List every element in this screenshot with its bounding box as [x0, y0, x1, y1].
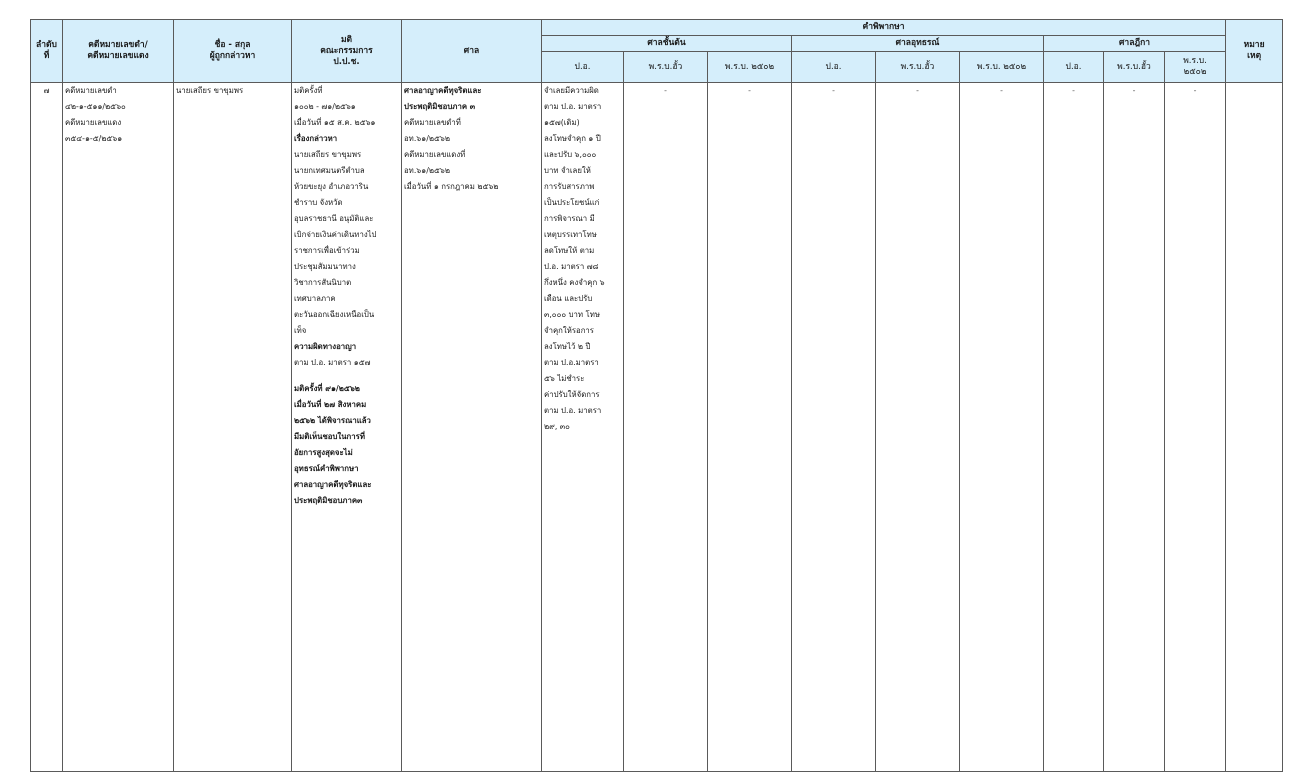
header-supreme-po: ป.อ. — [1044, 52, 1104, 83]
cell-court: ศาลอาญาคดีทุจริตและ ประพฤติมิชอบภาค ๓ คดีหมายเลขดำที่ อท.๖๑/๒๕๖๒ คดีหมายเลขแดงที่ อท.๖๑/๒๕๖๒ เมื่อวันที่ ๑ กรกฎาคม ๒๕๖๒ — [402, 83, 542, 772]
header-first-2502: พ.ร.บ. ๒๕๐๒ — [708, 52, 792, 83]
header-appeal-act: พ.ร.บ.ฮั้ว — [876, 52, 960, 83]
cell-first-act: - — [624, 83, 708, 772]
header-judgment: คำพิพากษา — [542, 20, 1226, 36]
cell-first-po: จำเลยมีความผิด ตาม ป.อ. มาตรา ๑๕๗(เดิม) ลงโทษจำคุก ๑ ปี และปรับ ๖,๐๐๐ บาท จำเลยให้ การรับสารภาพ เป็นประโยชน์แก่ การพิจารณา มี เหตุบรรเทาโทษ ลดโทษให้ ตาม ป.อ. มาตรา ๗๘ กึ่งหนึ่ง คงจำคุก ๖ เดือน และปรับ ๓,๐๐๐ บาท โทษ จำคุกให้รอการ ลงโทษไว้ ๒ ปี ตาม ป.อ.มาตรา ๕๖ ไม่ชำระ ค่าปรับให้จัดการ ตาม ป.อ. มาตรา ๒๙, ๓๐ — [542, 83, 624, 772]
cell-supreme-act: - — [1104, 83, 1165, 772]
header-no: ลำดับ ที่ — [31, 20, 63, 83]
cell-first-2502: - — [708, 83, 792, 772]
header-supreme-act: พ.ร.บ.ฮั้ว — [1104, 52, 1165, 83]
header-name: ชื่อ - สกุล ผู้ถูกกล่าวหา — [174, 20, 292, 83]
cell-case-no: คดีหมายเลขดำ ๔๒-๑-๕๑๑/๒๕๖๐ คดีหมายเลขแดง ๓๕๔-๑-๕/๒๕๖๑ — [63, 83, 174, 772]
table-row — [31, 83, 1283, 772]
cell-remarks — [1226, 83, 1283, 772]
header-court-supreme: ศาลฎีกา — [1044, 36, 1226, 52]
header-appeal-2502: พ.ร.บ. ๒๕๐๒ — [960, 52, 1044, 83]
cell-no: ๗ — [31, 83, 63, 772]
header-case-no: คดีหมายเลขดำ/ คดีหมายเลขแดง — [63, 20, 174, 83]
document-page — [30, 19, 1283, 772]
cell-appeal-2502: - — [960, 83, 1044, 772]
header-supreme-2502: พ.ร.บ. ๒๕๐๒ — [1165, 52, 1226, 83]
header-court-first: ศาลชั้นต้น — [542, 36, 792, 52]
header-court: ศาล — [402, 20, 542, 83]
cell-resolution: มติครั้งที่ ๑๐๐๒ - ๗๑/๒๕๖๑ เมื่อวันที่ ๑๕ ส.ค. ๒๕๖๑ เรื่องกล่าวหา นายเสถียร ขาขุมพร นายกเทศมนตรีตำบล ห้วยขะยุง อำเภอวาริน ชำราบ จังหวัด อุบลราชธานี อนุมัติและ เบิกจ่ายเงินค่าเดินทางไป ราชการเพื่อเข้าร่วม ประชุมสัมมนาทาง วิชาการสันนิบาต เทศบาลภาค ตะวันออกเฉียงเหนือเป็น เท็จ ความผิดทางอาญา ตาม ป.อ. มาตรา ๑๕๗ มติครั้งที่ ๙๑/๒๕๖๒ เมื่อวันที่ ๒๗ สิงหาคม ๒๕๖๒ ได้พิจารณาแล้ว มีมติเห็นชอบในการที่ อัยการสูงสุดจะไม่ อุทธรณ์คำพิพากษา ศาลอาญาคดีทุจริตและ ประพฤติมิชอบภาค๓ — [292, 83, 402, 772]
cell-name: นายเสถียร ขาขุมพร — [174, 83, 292, 772]
header-first-act: พ.ร.บ.ฮั้ว — [624, 52, 708, 83]
judgment-table — [30, 19, 1283, 772]
cell-supreme-po: - — [1044, 83, 1104, 772]
cell-appeal-po: - — [792, 83, 876, 772]
cell-supreme-2502: - — [1165, 83, 1226, 772]
header-resolution: มติ คณะกรรมการ ป.ป.ช. — [292, 20, 402, 83]
header-remarks: หมาย เหตุ — [1226, 20, 1283, 83]
header-appeal-po: ป.อ. — [792, 52, 876, 83]
cell-appeal-act: - — [876, 83, 960, 772]
header-court-appeal: ศาลอุทธรณ์ — [792, 36, 1044, 52]
header-first-po: ป.อ. — [542, 52, 624, 83]
